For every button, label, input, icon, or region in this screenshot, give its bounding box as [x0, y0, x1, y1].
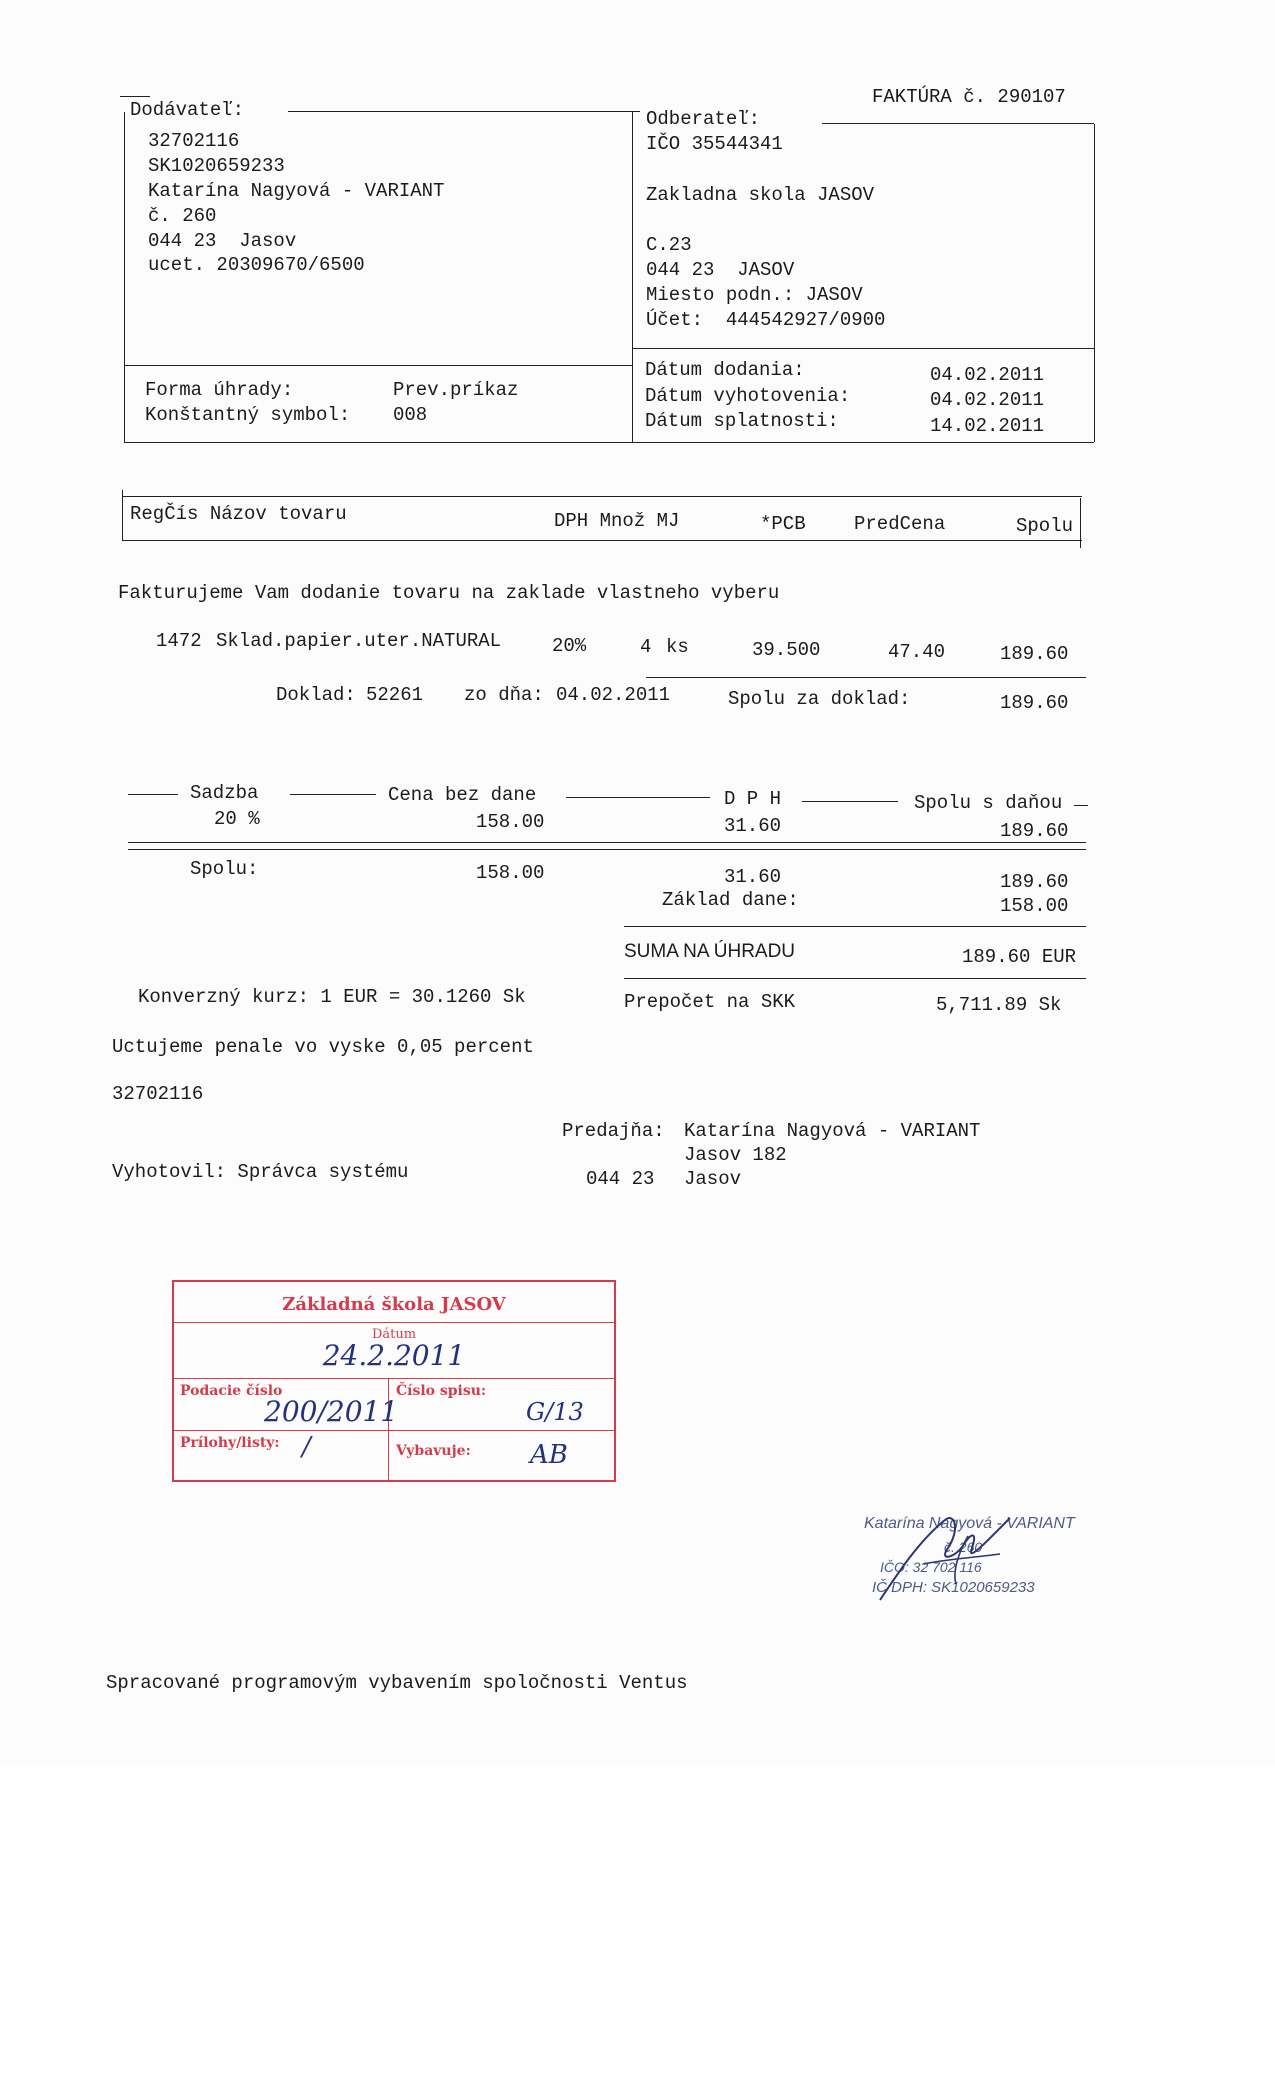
item-unit-price: 47.40 [888, 641, 946, 663]
issued-by: Vyhotovil: Správca systému [112, 1161, 409, 1183]
stamp-vybavuje-value: AB [530, 1440, 568, 1470]
zo-dna-label: zo dňa: [464, 684, 544, 706]
software-note: Spracované programovým vybavením spoločnosti Ventus [106, 1672, 688, 1694]
item-unit: ks [666, 636, 689, 658]
intro-text: Fakturujeme Vam dodanie tovaru na zaklade vlastneho vyberu [118, 582, 780, 604]
supplier-street: č. 260 [148, 205, 217, 227]
spolu-za-doklad-value: 189.60 [1000, 692, 1069, 714]
doklad-label: Doklad: [276, 684, 356, 706]
stamp-title: Základná škola JASOV [282, 1294, 506, 1315]
customer-label: Odberateľ: [646, 108, 761, 130]
prepocet-label: Prepočet na SKK [624, 991, 796, 1013]
zaklad-dane-label: Základ dane: [662, 889, 799, 911]
customer-name: Zakladna skola JASOV [646, 184, 875, 206]
tax-spolu-label: Spolu s daňou [914, 792, 1063, 814]
stamp-spis-label: Číslo spisu: [396, 1383, 487, 1399]
issued-date-label: Dátum vyhotovenia: [645, 385, 851, 407]
stamp-podacie-label: Podacie číslo [180, 1383, 283, 1399]
header-spolu: Spolu [1016, 515, 1074, 537]
footer-ico: 32702116 [112, 1083, 204, 1105]
customer-ico: IČO 35544341 [646, 133, 783, 155]
tax-total: 189.60 [1000, 820, 1069, 842]
supplier-label: Dodávateľ: [130, 99, 245, 121]
sig-stamp-name: Katarína Nagyová - VARIANT [864, 1515, 1075, 1532]
sig-stamp-street: č. 260 [944, 1539, 983, 1555]
due-date-value: 14.02.2011 [930, 415, 1045, 437]
invoice-title: FAKTÚRA č. 290107 [872, 86, 1066, 108]
stamp-prilohy-label: Prílohy/listy: [180, 1435, 280, 1451]
payment-form-value: Prev.príkaz [393, 379, 519, 401]
tax-rate: 20 % [214, 808, 260, 830]
sig-stamp-dic: IČ DPH: SK1020659233 [872, 1579, 1035, 1596]
item-dph: 20% [552, 635, 587, 657]
customer-account: Účet: 444542927/0900 [646, 309, 886, 331]
penalty-text: Uctujeme penale vo vyske 0,05 percent [112, 1036, 534, 1058]
payment-symbol-value: 008 [393, 404, 428, 426]
tax-base: 158.00 [476, 811, 545, 833]
supplier-name: Katarína Nagyová - VARIANT [148, 180, 445, 202]
registry-stamp [172, 1280, 616, 1482]
stamp-prilohy-value: / [302, 1432, 311, 1462]
shop-name: Katarína Nagyová - VARIANT [684, 1120, 981, 1142]
delivery-date-label: Dátum dodania: [645, 359, 805, 381]
zo-dna-value: 04.02.2011 [556, 684, 671, 706]
tax-sum-label: Spolu: [190, 858, 259, 880]
supplier-dic: SK1020659233 [148, 155, 285, 177]
supplier-city: 044 23 Jasov [148, 230, 297, 252]
item-qty: 4 [640, 636, 652, 658]
customer-city: 044 23 JASOV [646, 259, 795, 281]
supplier-account: ucet. 20309670/6500 [148, 254, 365, 276]
suma-label: SUMA NA ÚHRADU [624, 941, 796, 962]
tax-sadzba-label: Sadzba [190, 782, 259, 804]
payment-symbol-label: Konštantný symbol: [145, 404, 351, 426]
payment-form-label: Forma úhrady: [145, 379, 294, 401]
due-date-label: Dátum splatnosti: [645, 410, 839, 432]
customer-place: Miesto podn.: JASOV [646, 284, 863, 306]
tax-sum-vat: 31.60 [724, 866, 782, 888]
handwritten-signature [860, 1500, 1050, 1610]
customer-street: C.23 [646, 234, 692, 256]
zaklad-dane-value: 158.00 [1000, 895, 1069, 917]
suma-value: 189.60 EUR [962, 946, 1077, 968]
tax-sum-total: 189.60 [1000, 871, 1069, 893]
sig-stamp-ico: IČO: 32 702 116 [880, 1559, 982, 1575]
stamp-datum-value: 24.2.2011 [322, 1339, 466, 1372]
delivery-date-value: 04.02.2011 [930, 364, 1045, 386]
tax-dph-label: D P H [724, 788, 782, 810]
stamp-vybavuje-label: Vybavuje: [396, 1443, 471, 1459]
header-pcb: *PCB [760, 513, 806, 535]
prepocet-value: 5,711.89 Sk [936, 994, 1062, 1016]
item-pcb: 39.500 [752, 639, 821, 661]
item-total: 189.60 [1000, 643, 1069, 665]
tax-vat: 31.60 [724, 815, 782, 837]
tax-sum-base: 158.00 [476, 862, 545, 884]
shop-label: Predajňa: [562, 1120, 665, 1142]
header-regcis-nazov: RegČís Názov tovaru [130, 503, 347, 525]
stamp-podacie-value: 200/2011 [264, 1395, 399, 1428]
shop-street: Jasov 182 [684, 1144, 787, 1166]
header-predcena: PredCena [854, 513, 946, 535]
shop-zip: 044 23 [586, 1168, 655, 1190]
stamp-spis-value: G/13 [526, 1398, 584, 1426]
shop-city: Jasov [684, 1168, 742, 1190]
item-name: Sklad.papier.uter.NATURAL [216, 630, 502, 652]
conversion-rate: Konverzný kurz: 1 EUR = 30.1260 Sk [138, 986, 526, 1008]
header-dph-mnoz-mj: DPH Množ MJ [554, 510, 680, 532]
stamp-datum-label: Dátum [371, 1327, 417, 1342]
doklad-value: 52261 [366, 684, 424, 706]
supplier-ico: 32702116 [148, 130, 240, 152]
tax-cena-label: Cena bez dane [388, 784, 537, 806]
item-regcis: 1472 [156, 630, 202, 652]
spolu-za-doklad-label: Spolu za doklad: [728, 688, 911, 710]
issued-date-value: 04.02.2011 [930, 389, 1045, 411]
